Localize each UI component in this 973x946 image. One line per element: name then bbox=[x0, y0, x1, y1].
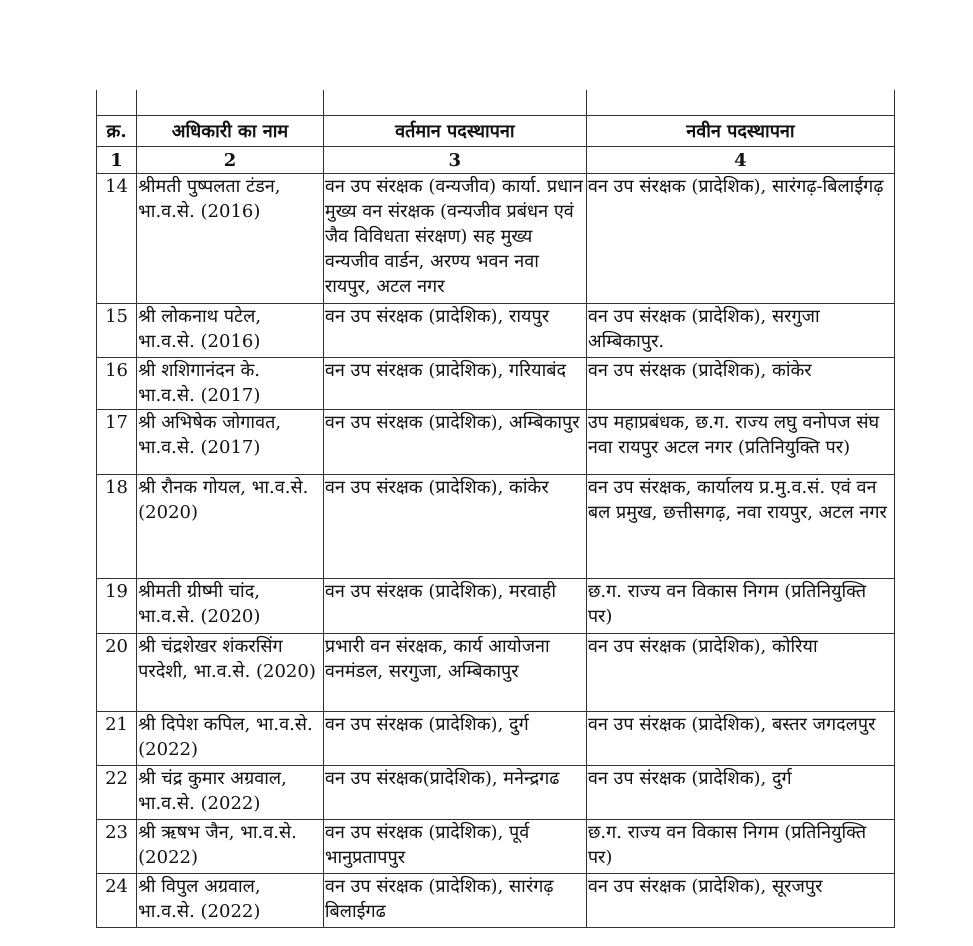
column-number: 2 bbox=[137, 147, 324, 174]
table-row bbox=[97, 820, 895, 874]
serial-number-cell: 15 bbox=[97, 304, 137, 358]
new-posting-cell: छ.ग. राज्य वन विकास निगम (प्रतिनियुक्ति पर) bbox=[586, 579, 894, 634]
serial-number-cell: 24 bbox=[97, 874, 137, 928]
current-posting-cell: वन उप संरक्षक (प्रादेशिक), दुर्ग bbox=[323, 712, 586, 766]
officer-name-cell: श्री चंद्रशेखर शंकरसिंग परदेशी, भा.व.से. (2020) bbox=[137, 634, 324, 712]
serial-number-cell: 17 bbox=[97, 410, 137, 475]
officer-name-cell: श्री ऋषभ जैन, भा.व.से. (2022) bbox=[137, 820, 324, 874]
current-posting-cell: वन उप संरक्षक (प्रादेशिक), सारंगढ़ बिलाईगढ bbox=[323, 874, 586, 928]
table-row bbox=[97, 712, 895, 766]
column-number-row bbox=[97, 147, 895, 174]
table-body bbox=[97, 174, 895, 928]
header-serial: क्र. bbox=[97, 116, 137, 147]
serial-number-cell: 21 bbox=[97, 712, 137, 766]
current-posting-cell: वन उप संरक्षक(प्रादेशिक), मनेन्द्रगढ bbox=[323, 766, 586, 820]
current-posting-cell: वन उप संरक्षक (प्रादेशिक), रायपुर bbox=[323, 304, 586, 358]
header-current-posting: वर्तमान पदस्थापना bbox=[323, 116, 586, 147]
serial-number-cell: 16 bbox=[97, 358, 137, 410]
table-top-gap bbox=[97, 90, 895, 116]
new-posting-cell: वन उप संरक्षक (प्रादेशिक), सूरजपुर bbox=[586, 874, 894, 928]
current-posting-cell: वन उप संरक्षक (प्रादेशिक), गरियाबंद bbox=[323, 358, 586, 410]
new-posting-cell: वन उप संरक्षक (प्रादेशिक), सरगुजा अम्बिकापुर. bbox=[586, 304, 894, 358]
table-row bbox=[97, 579, 895, 634]
serial-number-cell: 23 bbox=[97, 820, 137, 874]
serial-number-cell: 18 bbox=[97, 475, 137, 579]
new-posting-cell: छ.ग. राज्य वन विकास निगम (प्रतिनियुक्ति पर) bbox=[586, 820, 894, 874]
table-row bbox=[97, 874, 895, 928]
table-header-row bbox=[97, 116, 895, 147]
new-posting-cell: वन उप संरक्षक, कार्यालय प्र.मु.व.सं. एवं वन बल प्रमुख, छत्तीसगढ़, नवा रायपुर, अटल नगर bbox=[586, 475, 894, 579]
current-posting-cell: प्रभारी वन संरक्षक, कार्य आयोजना वनमंडल, सरगुजा, अम्बिकापुर bbox=[323, 634, 586, 712]
new-posting-cell: वन उप संरक्षक (प्रादेशिक), कोरिया bbox=[586, 634, 894, 712]
table-row bbox=[97, 634, 895, 712]
table-row bbox=[97, 410, 895, 475]
current-posting-cell: वन उप संरक्षक (प्रादेशिक), पूर्व भानुप्रतापपुर bbox=[323, 820, 586, 874]
officer-name-cell: श्री चंद्र कुमार अग्रवाल, भा.व.से. (2022) bbox=[137, 766, 324, 820]
serial-number-cell: 20 bbox=[97, 634, 137, 712]
new-posting-cell: वन उप संरक्षक (प्रादेशिक), सारंगढ़-बिलाईगढ़ bbox=[586, 174, 894, 304]
header-officer-name: अधिकारी का नाम bbox=[137, 116, 324, 147]
posting-table bbox=[96, 90, 895, 928]
column-number: 1 bbox=[97, 147, 137, 174]
table-row bbox=[97, 304, 895, 358]
officer-name-cell: श्री लोकनाथ पटेल, भा.व.से. (2016) bbox=[137, 304, 324, 358]
officer-name-cell: श्री विपुल अग्रवाल, भा.व.से. (2022) bbox=[137, 874, 324, 928]
serial-number-cell: 19 bbox=[97, 579, 137, 634]
table-row bbox=[97, 358, 895, 410]
new-posting-cell: वन उप संरक्षक (प्रादेशिक), दुर्ग bbox=[586, 766, 894, 820]
officer-name-cell: श्री शशिगानंदन के. भा.व.से. (2017) bbox=[137, 358, 324, 410]
serial-number-cell: 14 bbox=[97, 174, 137, 304]
table-row bbox=[97, 766, 895, 820]
table-row bbox=[97, 174, 895, 304]
new-posting-cell: उप महाप्रबंधक, छ.ग. राज्य लघु वनोपज संघ नवा रायपुर अटल नगर (प्रतिनियुक्ति पर) bbox=[586, 410, 894, 475]
new-posting-cell: वन उप संरक्षक (प्रादेशिक), बस्तर जगदलपुर bbox=[586, 712, 894, 766]
current-posting-cell: वन उप संरक्षक (प्रादेशिक), अम्बिकापुर bbox=[323, 410, 586, 475]
serial-number-cell: 22 bbox=[97, 766, 137, 820]
header-new-posting: नवीन पदस्थापना bbox=[586, 116, 894, 147]
current-posting-cell: वन उप संरक्षक (प्रादेशिक), मरवाही bbox=[323, 579, 586, 634]
current-posting-cell: वन उप संरक्षक (प्रादेशिक), कांकेर bbox=[323, 475, 586, 579]
current-posting-cell: वन उप संरक्षक (वन्यजीव) कार्या. प्रधान मुख्य वन संरक्षक (वन्यजीव प्रबंधन एवं जैव विविधता संरक्षण) सह मुख्य वन्यजीव वार्डन, अरण्य भवन नवा रायपुर, अटल नगर bbox=[323, 174, 586, 304]
officer-name-cell: श्री अभिषेक जोगावत, भा.व.से. (2017) bbox=[137, 410, 324, 475]
column-number: 4 bbox=[586, 147, 894, 174]
new-posting-cell: वन उप संरक्षक (प्रादेशिक), कांकेर bbox=[586, 358, 894, 410]
officer-name-cell: श्री रौनक गोयल, भा.व.से. (2020) bbox=[137, 475, 324, 579]
officer-name-cell: श्रीमती पुष्पलता टंडन, भा.व.से. (2016) bbox=[137, 174, 324, 304]
column-number: 3 bbox=[323, 147, 586, 174]
table-row bbox=[97, 475, 895, 579]
officer-name-cell: श्री दिपेश कपिल, भा.व.से. (2022) bbox=[137, 712, 324, 766]
officer-name-cell: श्रीमती ग्रीष्मी चांद, भा.व.से. (2020) bbox=[137, 579, 324, 634]
